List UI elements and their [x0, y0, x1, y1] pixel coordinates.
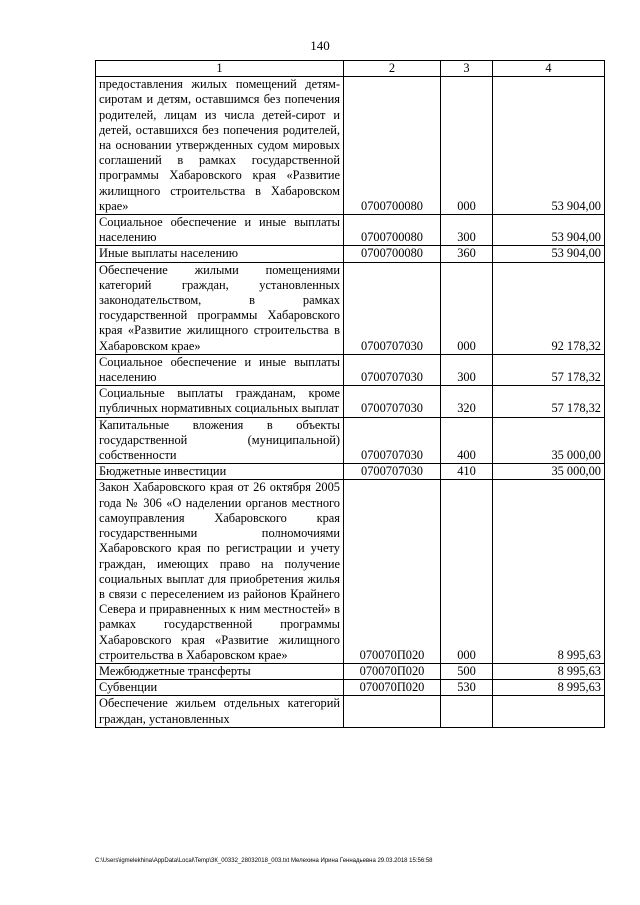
row-sum: 57 178,32 — [493, 354, 605, 385]
row-name: Капитальные вложения в объекты государственной (муниципальной) собственности — [96, 417, 344, 464]
table-row — [96, 480, 605, 663]
row-code: 0700707030 — [344, 386, 441, 417]
row-sum: 57 178,32 — [493, 386, 605, 417]
row-code: 0700707030 — [344, 354, 441, 385]
row-code: 0700700080 — [344, 77, 441, 215]
row-vr: 300 — [441, 354, 493, 385]
row-name: Обеспечение жилыми помещениями категорий граждан, установленных законодательством, в рамках государственной программы Хабаровского края «Развитие жилищного строительства в Хабаровском крае» — [96, 262, 344, 354]
row-code: 0700707030 — [344, 464, 441, 480]
row-sum: 8 995,63 — [493, 663, 605, 679]
table-row — [96, 680, 605, 696]
row-name: предоставления жилых помещений детям-сиротам и детям, оставшимся без попечения родителей, лицам из числа детей-сирот и детей, оставшихся без попечения родителей, на основании утвержденных судом мировых соглашений в рамках государственной программы Хабаровского края «Развитие жилищного строительства в Хабаровском крае» — [96, 77, 344, 215]
row-name: Бюджетные инвестиции — [96, 464, 344, 480]
row-name: Закон Хабаровского края от 26 октября 2005 года № 306 «О наделении органов местного самоуправления Хабаровского края государственными полномочиями Хабаровского края по регистрации и учету граждан, имеющих право на получение социальных выплат для приобретения жилья в связи с переселением из районов Крайнего Севера и приравненных к ним местностей» в рамках государственной программы Хабаровского края «Развитие жилищного строительства в Хабаровском крае» — [96, 480, 344, 663]
row-vr: 300 — [441, 215, 493, 246]
row-sum: 92 178,32 — [493, 262, 605, 354]
row-vr — [441, 696, 493, 727]
row-code: 070070П020 — [344, 480, 441, 663]
row-code — [344, 696, 441, 727]
row-vr: 410 — [441, 464, 493, 480]
column-header-name: 1 — [96, 61, 344, 77]
column-header-sum: 4 — [493, 61, 605, 77]
row-name: Обеспечение жильем отдельных категорий граждан, установленных — [96, 696, 344, 727]
table-row — [96, 663, 605, 679]
row-sum: 8 995,63 — [493, 480, 605, 663]
row-code: 0700700080 — [344, 215, 441, 246]
table-row — [96, 386, 605, 417]
row-sum: 53 904,00 — [493, 215, 605, 246]
row-code: 070070П020 — [344, 680, 441, 696]
row-sum: 8 995,63 — [493, 680, 605, 696]
row-sum: 35 000,00 — [493, 464, 605, 480]
row-vr: 500 — [441, 663, 493, 679]
row-name: Межбюджетные трансферты — [96, 663, 344, 679]
file-path-footer: C:\Users\igmelekhina\AppData\Local\Temp\3К_00332_28032018_003.txt Мелехина Ирина Геннадьевна 29.03.2018 15:56:58 — [95, 858, 433, 864]
row-sum: 35 000,00 — [493, 417, 605, 464]
row-vr: 360 — [441, 246, 493, 262]
row-code: 070070П020 — [344, 663, 441, 679]
table-row — [96, 246, 605, 262]
row-vr: 000 — [441, 262, 493, 354]
table-header-row — [96, 61, 605, 77]
row-name: Социальное обеспечение и иные выплаты населению — [96, 215, 344, 246]
row-name: Субвенции — [96, 680, 344, 696]
row-vr: 000 — [441, 77, 493, 215]
row-name: Иные выплаты населению — [96, 246, 344, 262]
row-name: Социальные выплаты гражданам, кроме публичных нормативных социальных выплат — [96, 386, 344, 417]
row-name: Социальное обеспечение и иные выплаты населению — [96, 354, 344, 385]
row-sum — [493, 696, 605, 727]
row-sum: 53 904,00 — [493, 246, 605, 262]
table-row — [96, 417, 605, 464]
table-row — [96, 464, 605, 480]
row-vr: 320 — [441, 386, 493, 417]
table-row — [96, 262, 605, 354]
column-header-vr: 3 — [441, 61, 493, 77]
row-code: 0700707030 — [344, 417, 441, 464]
row-vr: 400 — [441, 417, 493, 464]
table-row — [96, 696, 605, 727]
row-vr: 530 — [441, 680, 493, 696]
budget-table — [95, 60, 605, 728]
row-sum: 53 904,00 — [493, 77, 605, 215]
row-vr: 000 — [441, 480, 493, 663]
table-row — [96, 215, 605, 246]
table-row — [96, 77, 605, 215]
row-code: 0700700080 — [344, 246, 441, 262]
row-code: 0700707030 — [344, 262, 441, 354]
page-number: 140 — [310, 38, 330, 53]
table-row — [96, 354, 605, 385]
column-header-code: 2 — [344, 61, 441, 77]
